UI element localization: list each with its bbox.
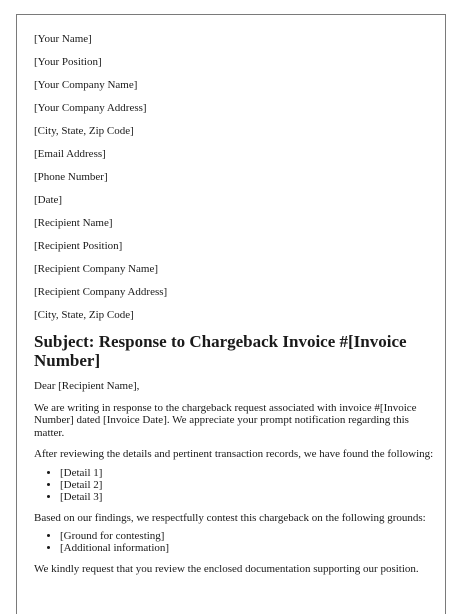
recipient-name: [Recipient Name] [34,217,113,229]
paragraph-request: We kindly request that you review the enclosed documentation supporting our position. [34,563,419,575]
paragraph-findings: After reviewing the details and pertinent transaction records, we have found the following: [34,448,434,460]
letter-page [16,14,446,614]
list-item: • [Detail 1] [60,467,434,479]
sender-city: [City, State, Zip Code] [34,125,134,137]
paragraph-intro: We are writing in response to the chargeback request associated with invoice #[Invoice Number] dated [Invoice Date]. We appreciate your prompt notification regarding this matter. [34,401,417,439]
sender-phone: [Phone Number] [34,171,108,183]
sender-position: [Your Position] [34,56,102,68]
list-item: • [Additional information] [60,542,434,554]
list-item: • [Ground for contesting] [60,530,434,542]
paragraph-contest: Based on our findings, we respectfully contest this chargeback on the following grounds: [34,511,426,524]
sender-company: [Your Company Name] [34,79,138,91]
letter-date: [Date] [34,194,63,206]
recipient-position: [Recipient Position] [34,240,123,252]
recipient-city: [City, State, Zip Code] [34,309,134,321]
sender-name: [Your Name] [34,33,92,45]
sender-email: [Email Address] [34,148,106,160]
salutation: Dear [Recipient Name], [34,380,140,392]
list-item: • [Detail 3] [60,491,434,503]
list-item: • [Detail 2] [60,479,434,491]
recipient-company: [Recipient Company Name] [34,263,159,275]
details-list [34,467,434,503]
letter-content [34,33,434,585]
sender-address: [Your Company Address] [34,102,147,114]
recipient-address: [Recipient Company Address] [34,286,168,298]
subject-heading: Subject: Response to Chargeback Invoice #[Invoice Number] [34,332,407,370]
grounds-list [34,530,434,554]
